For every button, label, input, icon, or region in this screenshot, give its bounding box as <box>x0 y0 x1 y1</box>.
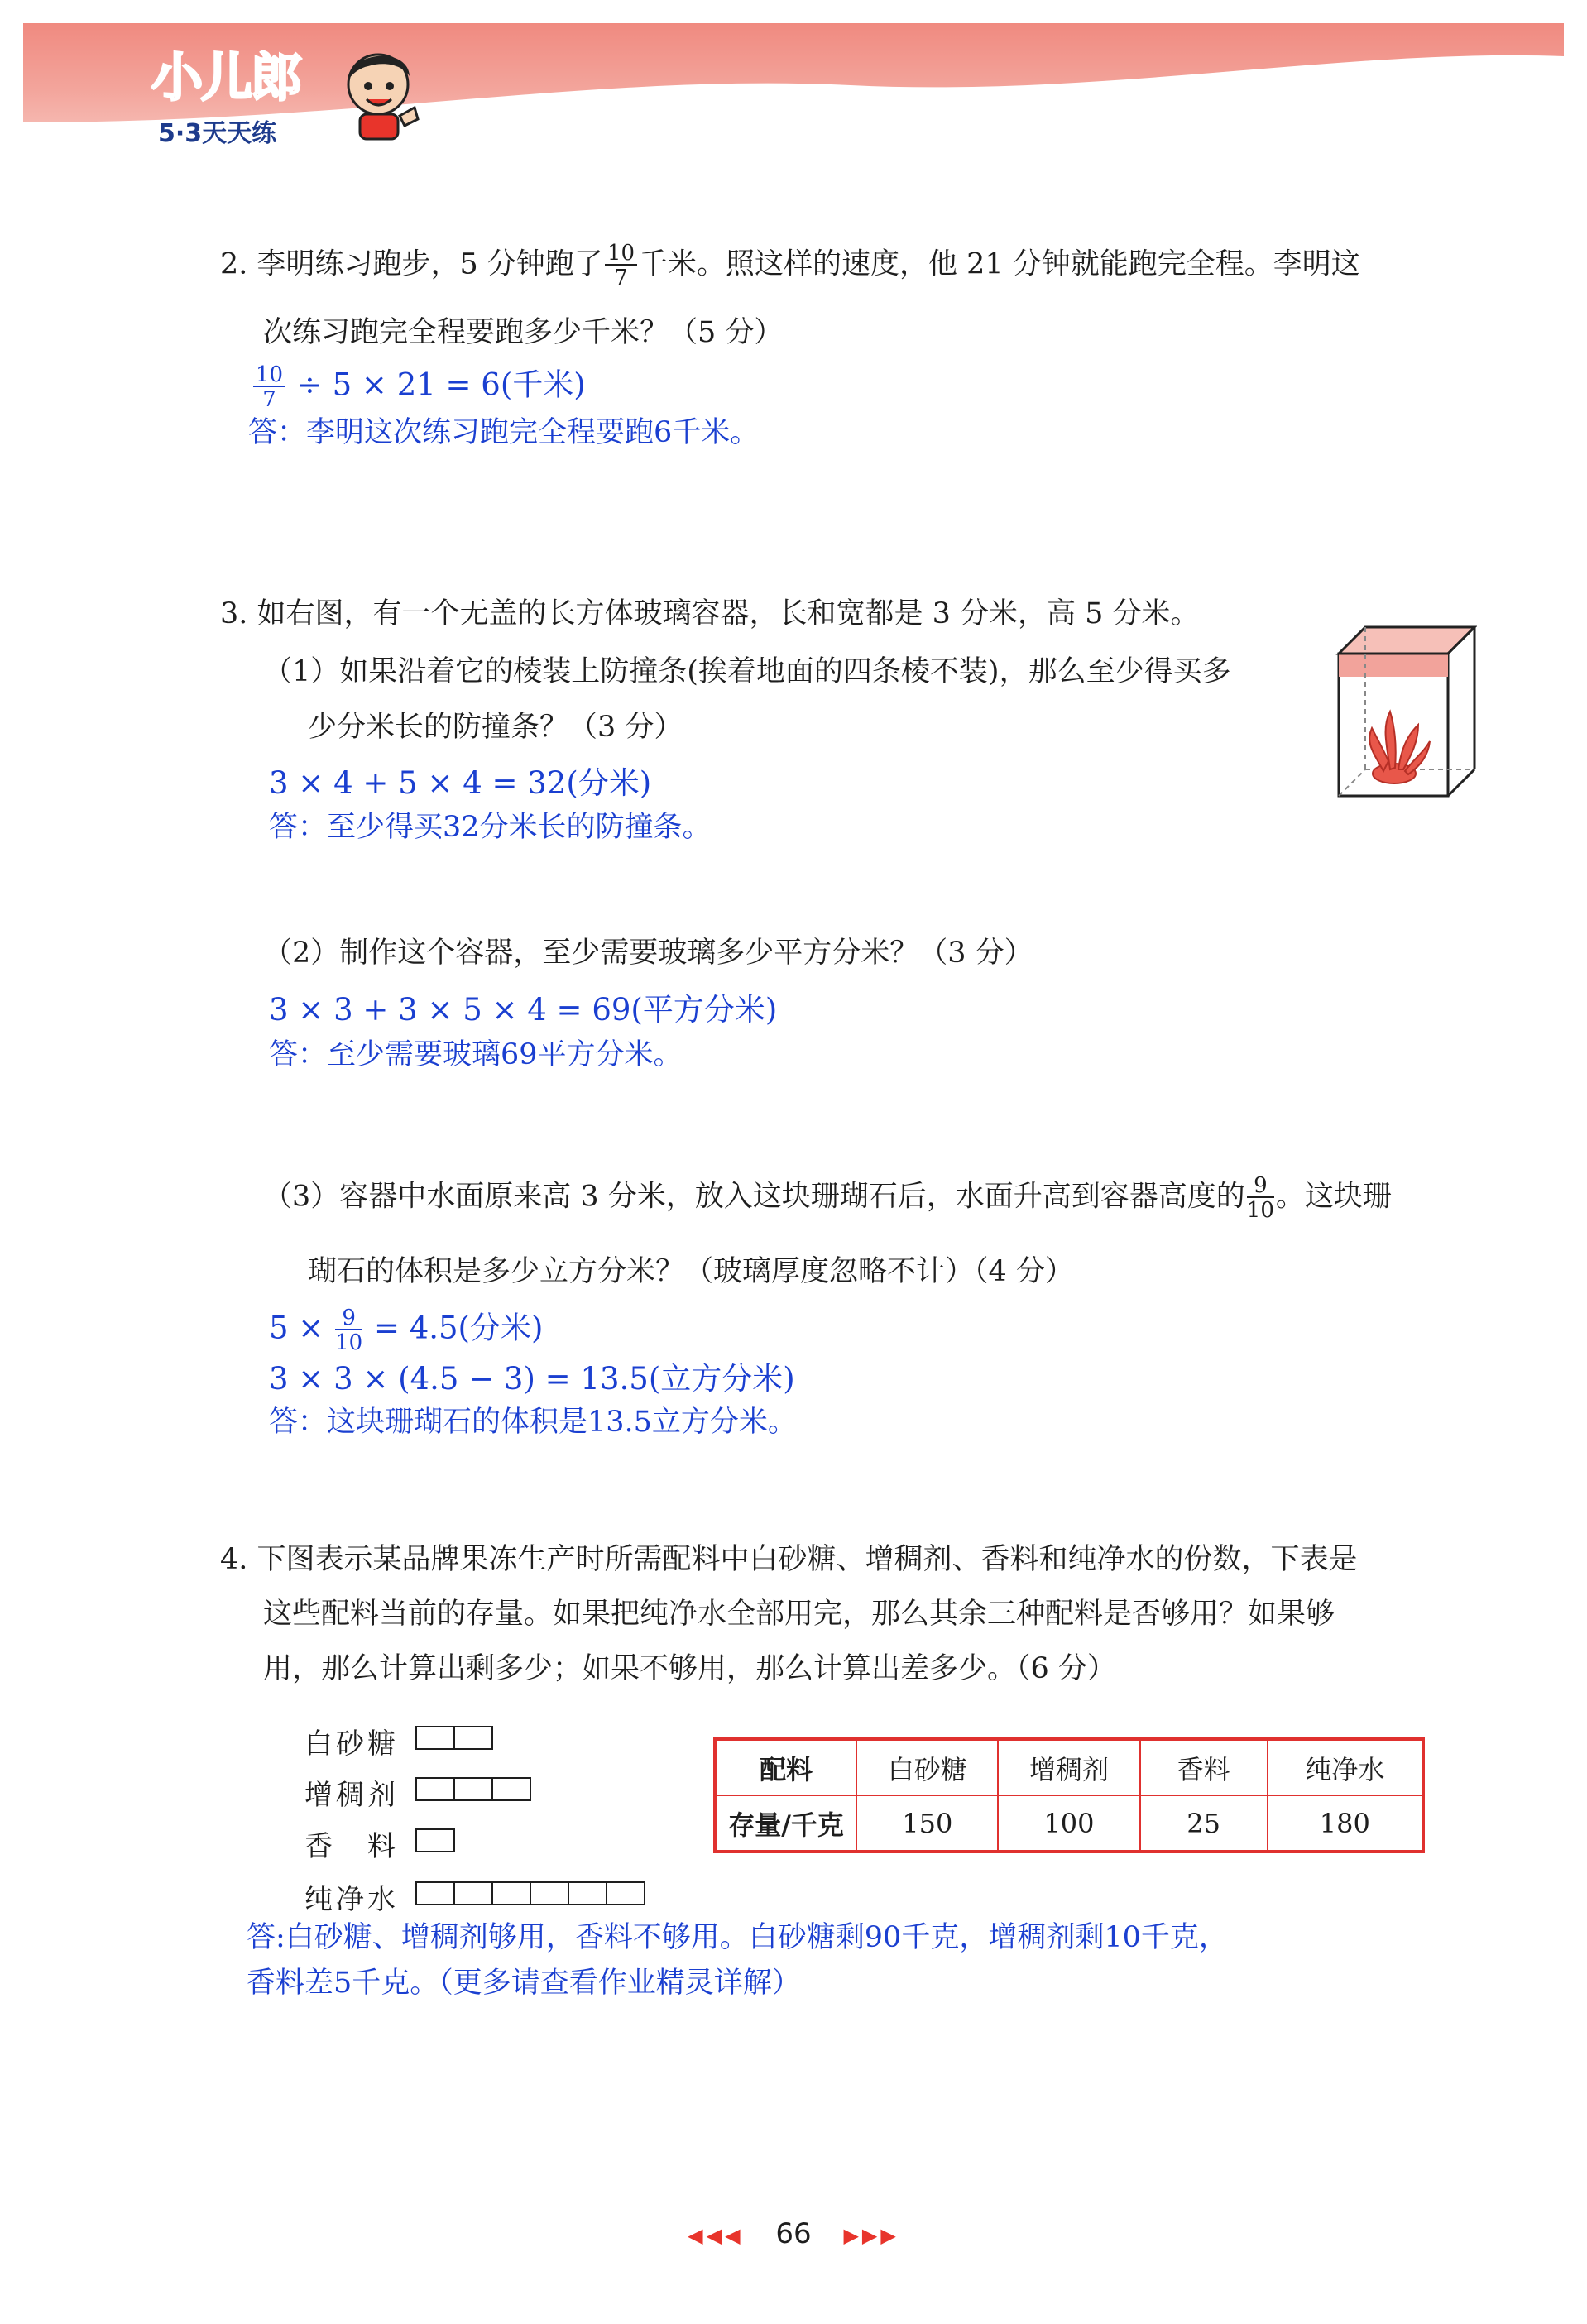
table-header-cell: 配料 <box>715 1739 856 1795</box>
q4-answer-line2: 香料差5千克。（更多请查看作业精灵详解） <box>247 1967 801 2000</box>
table-cell: 25 <box>1140 1795 1268 1852</box>
q4-line1: 4. 下图表示某品牌果冻生产时所需配料中白砂糖、增稠剂、香料和纯净水的份数，下表是 <box>220 1543 1358 1576</box>
q3-part3-eq-fraction: $\frac{9}{10}$ <box>335 1306 363 1355</box>
q2-text-a: 2. 李明练习跑步，5 分钟跑了 <box>220 247 603 281</box>
logo-title: 小儿郎 <box>151 47 301 108</box>
parts-label: 增稠剂 <box>304 1779 399 1812</box>
table-header-cell: 香料 <box>1140 1739 1268 1795</box>
part-unit-box <box>530 1881 569 1905</box>
q4-line3: 用，那么计算出剩多少；如果不够用，那么计算出差多少。（6 分） <box>263 1652 1116 1685</box>
part-unit-box <box>415 1726 455 1750</box>
part-unit-box <box>415 1777 455 1801</box>
q3-part3-answer: 答：这块珊瑚石的体积是13.5立方分米。 <box>269 1406 797 1439</box>
q3-part3-fraction: $\frac{9}{10}$ <box>1246 1173 1274 1223</box>
parts-bar <box>415 1777 531 1799</box>
q3-part3-equation1: 5 × $\frac{9}{10}$ = 4.5(分米) <box>269 1306 544 1355</box>
page-number: 66 <box>775 2217 812 2250</box>
mascot-icon <box>335 43 426 142</box>
q4-answer-line1: 答:白砂糖、增稠剂够用，香料不够用。白砂糖剩90千克，增稠剂剩10千克， <box>247 1921 1228 1954</box>
parts-label: 香 料 <box>304 1830 399 1863</box>
table-row <box>715 1795 1423 1852</box>
part-unit-box <box>606 1881 645 1905</box>
part-unit-box <box>568 1881 607 1905</box>
brand-logo <box>128 36 401 161</box>
q2-line1 <box>220 242 1360 289</box>
logo-subtitle: 5·3天天练 <box>158 119 277 148</box>
table-cell: 180 <box>1268 1795 1423 1852</box>
q3-part1-line1: （1）如果沿着它的棱装上防撞条(挨着地面的四条棱不装)，那么至少得买多 <box>263 655 1231 688</box>
q3-part3-line2: 瑚石的体积是多少立方分米？（玻璃厚度忽略不计）（4 分） <box>308 1255 1074 1288</box>
q2-answer-text: 答：李明这次练习跑完全程要跑6千米。 <box>248 416 760 449</box>
next-page-icon[interactable]: ▶▶▶ <box>843 2224 899 2247</box>
table-header-cell: 白砂糖 <box>856 1739 998 1795</box>
prev-page-icon[interactable]: ◀◀◀ <box>688 2224 744 2247</box>
table-row <box>715 1739 1423 1795</box>
part-unit-box <box>453 1881 493 1905</box>
table-cell: 存量/千克 <box>715 1795 856 1852</box>
part-unit-box <box>453 1777 493 1801</box>
parts-bar <box>415 1726 493 1748</box>
parts-label: 纯净水 <box>304 1883 399 1916</box>
table-cell: 100 <box>998 1795 1139 1852</box>
part-unit-box <box>491 1881 531 1905</box>
q3-part2-line1: （2）制作这个容器，至少需要玻璃多少平方分米？（3 分） <box>263 937 1033 970</box>
table-header-cell: 增稠剂 <box>998 1739 1139 1795</box>
part-unit-box <box>415 1881 455 1905</box>
q3-part2-equation: 3 × 3 + 3 × 5 × 4 = 69(平方分米) <box>269 992 778 1028</box>
supplies-table <box>713 1737 1425 1853</box>
q3-part1-answer: 答：至少得买32分米长的防撞条。 <box>269 811 712 844</box>
q3-part3-line1: （3）容器中水面原来高 3 分米，放入这块珊瑚石后，水面升高到容器高度的 $\frac{9}{10}$ 。这块珊 <box>263 1173 1392 1223</box>
q2-answer-equation: $\frac{10}{7}$ ÷ 5 × 21 = 6(千米) <box>252 364 586 410</box>
glass-container-figure <box>1332 596 1477 803</box>
q4-line2: 这些配料当前的存量。如果把纯净水全部用完，那么其余三种配料是否够用？如果够 <box>263 1598 1335 1631</box>
q2-text-b: 千米。照这样的速度，他 21 分钟就能跑完全程。李明这 <box>639 247 1360 281</box>
page-footer <box>0 2217 1587 2250</box>
parts-label: 白砂糖 <box>304 1727 399 1761</box>
parts-bar <box>415 1881 645 1904</box>
q2-line2: 次练习跑完全程要跑多少千米？（5 分） <box>263 316 784 349</box>
table-header-cell: 纯净水 <box>1268 1739 1423 1795</box>
q3-intro: 3. 如右图，有一个无盖的长方体玻璃容器，长和宽都是 3 分米，高 5 分米。 <box>220 597 1200 630</box>
parts-bar <box>415 1828 455 1851</box>
q3-part1-equation: 3 × 4 + 5 × 4 = 32(分米) <box>269 765 652 801</box>
q3-part3-equation2: 3 × 3 × (4.5 − 3) = 13.5(立方分米) <box>269 1361 795 1397</box>
table-cell: 150 <box>856 1795 998 1852</box>
part-unit-box <box>453 1726 493 1750</box>
q3-part1-line2: 少分米长的防撞条？（3 分） <box>308 711 683 744</box>
part-unit-box <box>491 1777 531 1801</box>
q3-part2-answer: 答：至少需要玻璃69平方分米。 <box>269 1038 683 1071</box>
q2-answer-fraction: $\frac{10}{7}$ <box>253 364 285 410</box>
part-unit-box <box>415 1828 455 1852</box>
q2-fraction: $\frac{10}{7}$ <box>605 242 637 289</box>
